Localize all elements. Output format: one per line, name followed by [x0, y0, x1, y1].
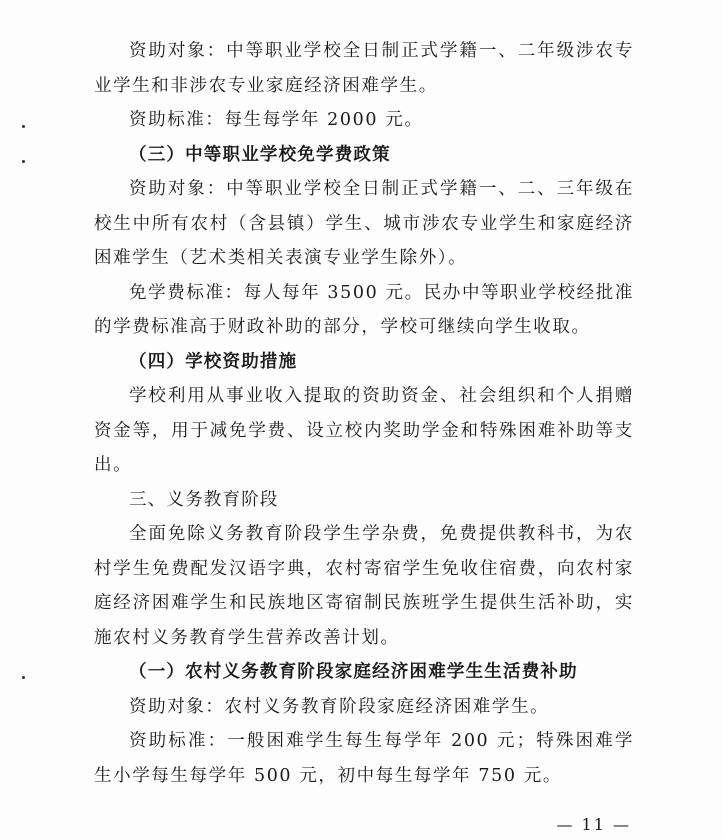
subsection-heading: （一）农村义务教育阶段家庭经济困难学生生活费补助: [129, 662, 578, 682]
margin-dot-mark: [22, 676, 25, 679]
paragraph: 资助对象：农村义务教育阶段家庭经济困难学生。: [129, 696, 550, 717]
paragraph: 资助对象：中等职业学校全日制正式学籍一、二、三年级在校生中所有农村（含县镇）学生、城市涉农专业学生和家庭经济困难学生（艺术类相关表演专业学生除外）。: [94, 179, 634, 268]
page-number: — 11 —: [556, 815, 631, 834]
paragraph: 资助标准：一般困难学生每生每学年 200 元；特殊困难学生小学每生每学年 500 元，初中每生每学年 750 元。: [94, 731, 634, 786]
subsection-heading: （四）学校资助措施: [129, 351, 298, 372]
paragraph: 全面免除义务教育阶段学生学杂费，免费提供教科书，为农村学生免费配发汉语字典，农村寄宿学生免收住宿费，向农村家庭经济困难学生和民族地区寄宿制民族班学生提供生活补助，实施农村义务教育学生营养改善计划。: [94, 524, 634, 648]
margin-dot-mark: [22, 160, 25, 163]
paragraph: 学校利用从事业收入提取的资助资金、社会组织和个人捐赠资金等，用于减免学费、设立校内奖助学金和特殊困难补助等支出。: [94, 386, 634, 475]
paragraph: 资助对象：中等职业学校全日制正式学籍一、二年级涉农专业学生和非涉农专业家庭经济困难学生。: [94, 41, 634, 96]
section-heading: 三、义务教育阶段: [129, 489, 279, 510]
margin-dot-mark: [22, 125, 25, 128]
paragraph: 免学费标准：每人每年 3500 元。民办中等职业学校经批准的学费标准高于财政补助的部分，学校可继续向学生收取。: [94, 282, 634, 337]
subsection-heading: （三）中等职业学校免学费政策: [129, 144, 391, 165]
document-body: [94, 34, 634, 793]
paragraph: 资助标准：每生每学年 2000 元。: [129, 110, 424, 130]
